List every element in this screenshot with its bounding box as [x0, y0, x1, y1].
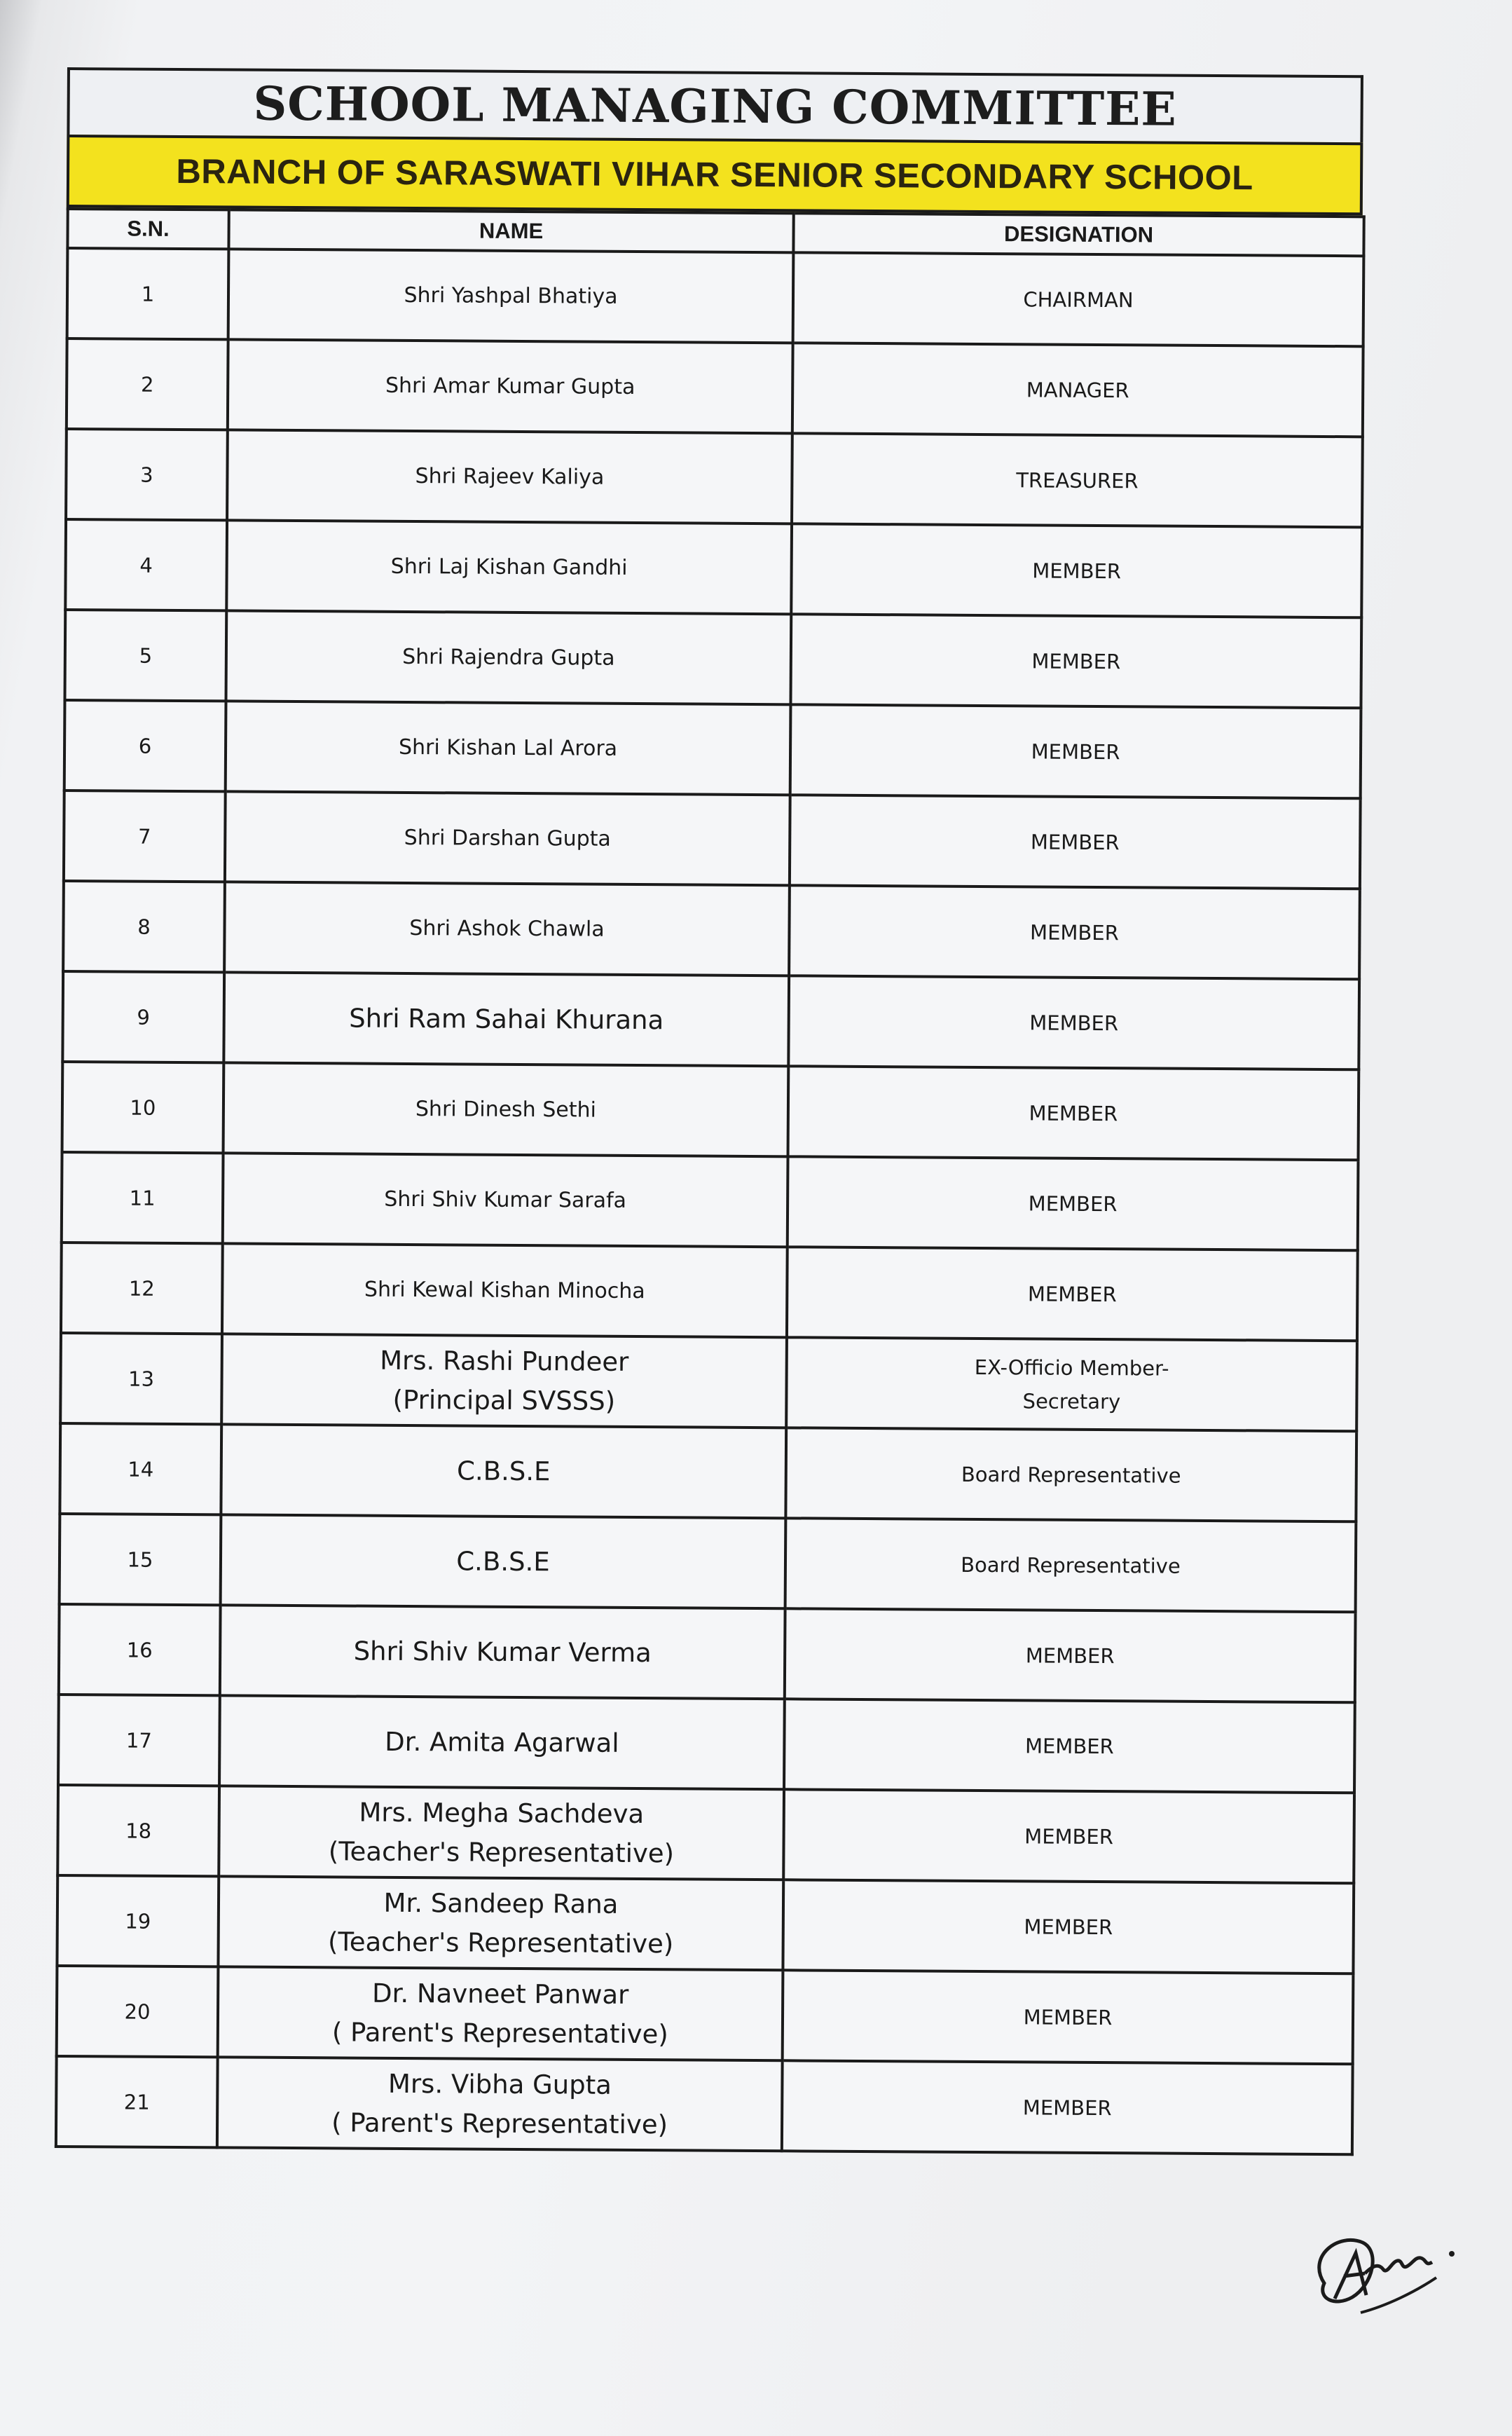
row-serial-number: 14 — [60, 1423, 221, 1514]
row-name — [228, 339, 793, 433]
row-designation — [782, 2060, 1353, 2154]
row-name — [224, 882, 790, 976]
designation-line: MEMBER — [1027, 1281, 1117, 1306]
table-row — [64, 700, 1361, 798]
designation-line: Board Representative — [961, 1462, 1181, 1488]
row-serial-number: 15 — [60, 1514, 221, 1605]
table-row — [63, 881, 1360, 979]
row-serial-number: 17 — [58, 1695, 220, 1786]
row-serial-number: 1 — [67, 248, 229, 339]
row-name — [224, 972, 789, 1066]
name-line: Shri Shiv Kumar Sarafa — [384, 1186, 627, 1213]
row-serial-number: 21 — [56, 2056, 218, 2147]
designation-line: MEMBER — [1024, 1914, 1113, 1939]
name-line: C.B.S.E — [456, 1545, 550, 1577]
row-serial-number: 18 — [57, 1785, 219, 1876]
name-subline: (Teacher's Representative) — [327, 1926, 674, 1959]
name-line: Shri Darshan Gupta — [404, 825, 611, 851]
row-designation — [785, 1518, 1356, 1612]
column-header-name: NAME — [228, 210, 793, 252]
row-serial-number: 2 — [67, 338, 228, 430]
row-designation — [786, 1337, 1357, 1431]
table-row — [60, 1514, 1356, 1612]
designation-line: Board Representative — [961, 1552, 1181, 1578]
row-name — [227, 430, 792, 524]
table-row — [65, 519, 1362, 617]
row-name — [220, 1605, 785, 1699]
table-row — [67, 248, 1364, 346]
row-name — [228, 249, 794, 343]
name-line: Mrs. Megha Sachdeva — [359, 1797, 645, 1829]
designation-line: MEMBER — [1025, 1643, 1115, 1668]
name-line: Shri Ashok Chawla — [409, 915, 605, 942]
table-row — [61, 1243, 1358, 1341]
row-serial-number: 19 — [57, 1875, 219, 1966]
name-line: Shri Yashpal Bhatiya — [404, 282, 618, 309]
table-row — [57, 1875, 1354, 1973]
table-row — [59, 1604, 1356, 1702]
table-row — [66, 429, 1363, 527]
row-name — [222, 1243, 788, 1337]
name-line: Shri Dinesh Sethi — [415, 1096, 597, 1123]
table-row — [56, 2056, 1353, 2154]
designation-line: MEMBER — [1029, 1100, 1118, 1125]
row-name — [226, 701, 791, 795]
name-subline: ( Parent's Representative) — [331, 2107, 668, 2140]
row-serial-number: 6 — [64, 700, 226, 791]
table-row — [62, 1062, 1359, 1160]
table-row — [60, 1333, 1357, 1431]
row-name — [221, 1334, 787, 1428]
name-line: Mrs. Vibha Gupta — [387, 2068, 612, 2100]
row-designation — [790, 614, 1361, 708]
row-name — [221, 1514, 786, 1608]
row-designation — [788, 1156, 1359, 1250]
committee-document — [55, 67, 1363, 2156]
row-serial-number: 13 — [60, 1333, 222, 1424]
row-name — [219, 1786, 784, 1880]
row-serial-number: 8 — [63, 881, 225, 972]
row-name — [223, 1153, 788, 1247]
designation-line: MEMBER — [1024, 1823, 1114, 1849]
table-row — [67, 338, 1363, 437]
row-designation — [783, 1970, 1354, 2064]
designation-line: MEMBER — [1031, 648, 1121, 673]
title-bar — [67, 67, 1363, 142]
designation-line: TREASURER — [1016, 467, 1139, 493]
row-name — [226, 610, 791, 704]
name-line: Dr. Navneet Panwar — [371, 1978, 629, 2010]
column-header-sn: S.N. — [67, 209, 228, 249]
row-name — [226, 520, 792, 614]
table-row — [58, 1695, 1355, 1793]
designation-line: MEMBER — [1030, 829, 1120, 854]
row-name — [219, 1695, 785, 1789]
table-row — [64, 791, 1361, 889]
name-line: Shri Shiv Kumar Verma — [353, 1636, 652, 1668]
committee-table — [55, 207, 1366, 2156]
row-name — [221, 1424, 786, 1518]
row-designation — [785, 1428, 1356, 1521]
table-row — [62, 1152, 1359, 1250]
row-serial-number: 9 — [62, 971, 224, 1062]
row-designation — [787, 1247, 1358, 1341]
row-name — [217, 2057, 783, 2151]
column-header-designation: DESIGNATION — [793, 213, 1363, 256]
row-designation — [789, 885, 1360, 979]
row-name — [224, 1062, 789, 1156]
name-line: Shri Rajendra Gupta — [402, 644, 615, 671]
designation-line: CHAIRMAN — [1023, 287, 1134, 312]
table-row — [57, 1785, 1354, 1883]
row-designation — [783, 1880, 1354, 1973]
row-designation — [791, 524, 1362, 617]
row-designation — [790, 704, 1361, 798]
name-line: Shri Kishan Lal Arora — [398, 734, 618, 761]
designation-line: MEMBER — [1022, 2095, 1112, 2120]
row-name — [225, 791, 790, 885]
name-line: Shri Laj Kishan Gandhi — [390, 554, 628, 580]
row-designation — [783, 1789, 1354, 1883]
row-serial-number: 4 — [65, 519, 227, 610]
designation-line: MEMBER — [1030, 919, 1119, 945]
designation-line: MEMBER — [1029, 1010, 1119, 1035]
designation-line: MEMBER — [1032, 558, 1122, 583]
document-subtitle: BRANCH OF SARASWATI VIHAR SENIOR SECONDARY SCHOOL — [176, 152, 1253, 198]
designation-line: MEMBER — [1023, 2004, 1113, 2030]
row-serial-number: 16 — [59, 1604, 221, 1695]
row-serial-number: 11 — [62, 1152, 224, 1243]
designation-line: MEMBER — [1024, 1733, 1114, 1758]
name-line: Mrs. Rashi Pundeer — [380, 1345, 629, 1377]
table-row — [62, 971, 1359, 1069]
name-subline: (Principal SVSSS) — [392, 1384, 616, 1416]
document-title: SCHOOL MANAGING COMMITTEE — [253, 76, 1177, 137]
row-designation — [793, 252, 1364, 346]
row-designation — [790, 795, 1361, 889]
name-subline: (Teacher's Representative) — [328, 1835, 675, 1868]
name-line: C.B.S.E — [456, 1455, 551, 1486]
row-serial-number: 7 — [64, 791, 226, 882]
designation-subline: Secretary — [1022, 1388, 1121, 1414]
row-designation — [792, 343, 1363, 437]
name-subline: ( Parent's Representative) — [331, 2016, 668, 2049]
row-serial-number: 3 — [66, 429, 228, 520]
row-name — [218, 1966, 783, 2060]
row-designation — [792, 433, 1363, 527]
row-designation — [784, 1699, 1355, 1793]
name-line: Mr. Sandeep Rana — [383, 1887, 619, 1920]
row-designation — [788, 1066, 1359, 1160]
row-serial-number: 10 — [62, 1062, 224, 1153]
row-serial-number: 20 — [57, 1966, 219, 2057]
subtitle-banner — [67, 135, 1363, 215]
row-designation — [788, 976, 1359, 1069]
name-line: Shri Amar Kumar Gupta — [385, 373, 635, 399]
name-line: Shri Kewal Kishan Minocha — [364, 1277, 645, 1303]
row-designation — [785, 1608, 1356, 1702]
name-line: Shri Ram Sahai Khurana — [349, 1002, 664, 1035]
table-row — [60, 1423, 1356, 1521]
designation-line: MANAGER — [1026, 377, 1129, 402]
designation-line: MEMBER — [1028, 1191, 1118, 1216]
name-line: Shri Rajeev Kaliya — [415, 463, 605, 490]
designation-line: MEMBER — [1031, 739, 1120, 764]
row-name — [218, 1876, 783, 1970]
table-row — [57, 1966, 1354, 2064]
table-row — [64, 610, 1361, 708]
designation-line: EX-Officio Member- — [974, 1355, 1169, 1381]
signature-icon — [1296, 2201, 1471, 2327]
row-serial-number: 5 — [64, 610, 226, 701]
row-serial-number: 12 — [61, 1243, 223, 1334]
name-line: Dr. Amita Agarwal — [385, 1726, 619, 1758]
